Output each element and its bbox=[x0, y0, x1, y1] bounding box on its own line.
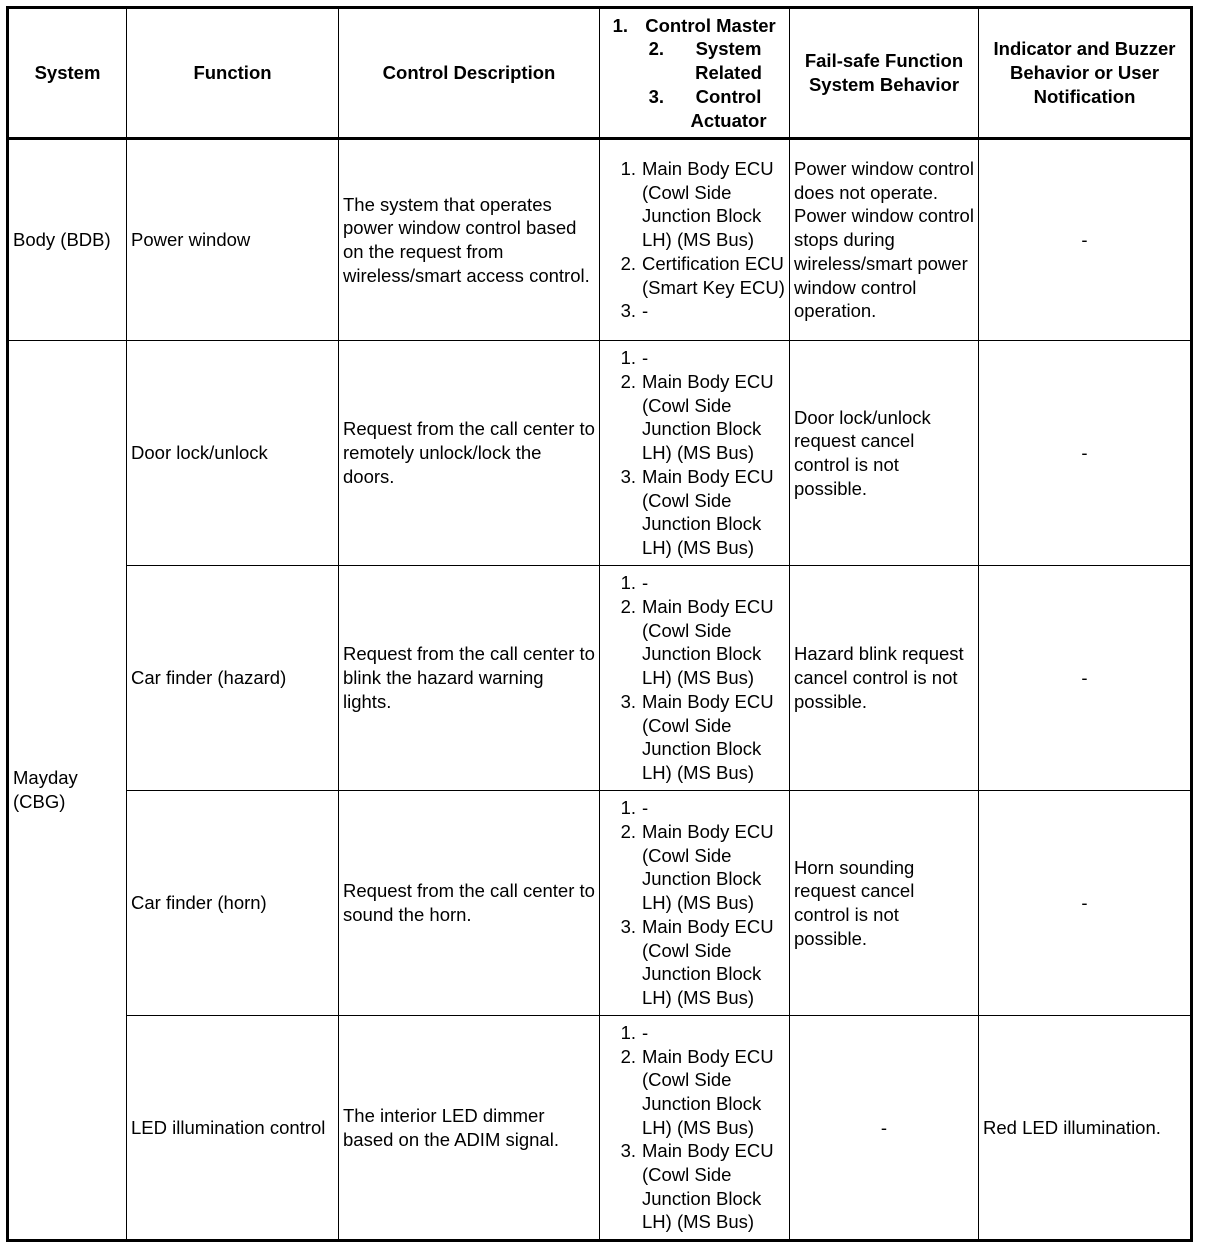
table-row bbox=[8, 791, 1192, 1016]
header-control-list bbox=[602, 14, 787, 133]
table-row bbox=[8, 139, 1192, 341]
header-control-columns bbox=[600, 8, 790, 139]
indicator-cell: - bbox=[979, 341, 1192, 566]
description-cell: The system that operates power window control based on the request from wireless/smart access control. bbox=[339, 139, 600, 341]
control-item: 2. Main Body ECU (Cowl Side Junction Block LH) (MS Bus) bbox=[620, 1045, 774, 1138]
indicator-cell: - bbox=[979, 566, 1192, 791]
header-function: Function bbox=[127, 8, 339, 139]
control-item: 1. - bbox=[620, 1021, 649, 1043]
failsafe-cell: Power window control does not operate. Power window control stops during wireless/smart power window control operation. bbox=[790, 139, 979, 341]
description-cell: Request from the call center to blink the hazard warning lights. bbox=[339, 566, 600, 791]
indicator-cell: - bbox=[979, 139, 1192, 341]
system-cell: Body (BDB) bbox=[8, 139, 127, 341]
control-item: 3. Main Body ECU (Cowl Side Junction Block LH) (MS Bus) bbox=[620, 915, 774, 1008]
control-cell bbox=[600, 139, 790, 341]
control-item: 1. Main Body ECU (Cowl Side Junction Block LH) (MS Bus) bbox=[620, 158, 774, 251]
control-item: 3. Main Body ECU (Cowl Side Junction Block LH) (MS Bus) bbox=[620, 690, 774, 783]
control-item: 3. Main Body ECU (Cowl Side Junction Block LH) (MS Bus) bbox=[620, 465, 774, 558]
control-item: 1. - bbox=[620, 572, 649, 594]
control-list bbox=[604, 346, 785, 559]
control-list bbox=[604, 157, 785, 323]
control-cell bbox=[600, 1016, 790, 1241]
control-item: 2. Certification ECU (Smart Key ECU) bbox=[620, 252, 785, 298]
control-item: 3. - bbox=[620, 300, 649, 322]
description-cell: Request from the call center to sound the horn. bbox=[339, 791, 600, 1016]
indicator-cell: - bbox=[979, 791, 1192, 1016]
header-control-item: 2. System Related bbox=[648, 38, 762, 84]
function-cell: Power window bbox=[127, 139, 339, 341]
control-item: 1. - bbox=[620, 347, 649, 369]
failsafe-cell: Horn sounding request cancel control is not possible. bbox=[790, 791, 979, 1016]
header-control-description: Control Description bbox=[339, 8, 600, 139]
indicator-cell: Red LED illumination. bbox=[979, 1016, 1192, 1241]
function-cell: Car finder (horn) bbox=[127, 791, 339, 1016]
control-item: 1. - bbox=[620, 797, 649, 819]
header-control-item: 1. Control Master bbox=[612, 14, 776, 36]
control-cell bbox=[600, 341, 790, 566]
header-indicator: Indicator and Buzzer Behavior or User Notification bbox=[979, 8, 1192, 139]
header-control-item: 3. Control Actuator bbox=[648, 85, 767, 131]
control-cell bbox=[600, 791, 790, 1016]
control-item: 2. Main Body ECU (Cowl Side Junction Block LH) (MS Bus) bbox=[620, 821, 774, 914]
header-system: System bbox=[8, 8, 127, 139]
description-cell: Request from the call center to remotely unlock/lock the doors. bbox=[339, 341, 600, 566]
control-list bbox=[604, 571, 785, 784]
control-item: 2. Main Body ECU (Cowl Side Junction Block LH) (MS Bus) bbox=[620, 371, 774, 464]
control-item: 2. Main Body ECU (Cowl Side Junction Block LH) (MS Bus) bbox=[620, 596, 774, 689]
control-list bbox=[604, 796, 785, 1009]
system-cell: Mayday (CBG) bbox=[8, 341, 127, 1241]
control-cell bbox=[600, 566, 790, 791]
header-failsafe: Fail-safe Function System Behavior bbox=[790, 8, 979, 139]
description-cell: The interior LED dimmer based on the ADIM signal. bbox=[339, 1016, 600, 1241]
control-table bbox=[6, 6, 1193, 1242]
table-row bbox=[8, 341, 1192, 566]
header-row bbox=[8, 8, 1192, 139]
table-row bbox=[8, 566, 1192, 791]
control-list bbox=[604, 1021, 785, 1234]
function-cell: LED illumination control bbox=[127, 1016, 339, 1241]
failsafe-cell: Door lock/unlock request cancel control is not possible. bbox=[790, 341, 979, 566]
control-item: 3. Main Body ECU (Cowl Side Junction Block LH) (MS Bus) bbox=[620, 1140, 774, 1233]
function-cell: Car finder (hazard) bbox=[127, 566, 339, 791]
failsafe-cell: Hazard blink request cancel control is not possible. bbox=[790, 566, 979, 791]
table-row bbox=[8, 1016, 1192, 1241]
function-cell: Door lock/unlock bbox=[127, 341, 339, 566]
failsafe-cell: - bbox=[790, 1016, 979, 1241]
